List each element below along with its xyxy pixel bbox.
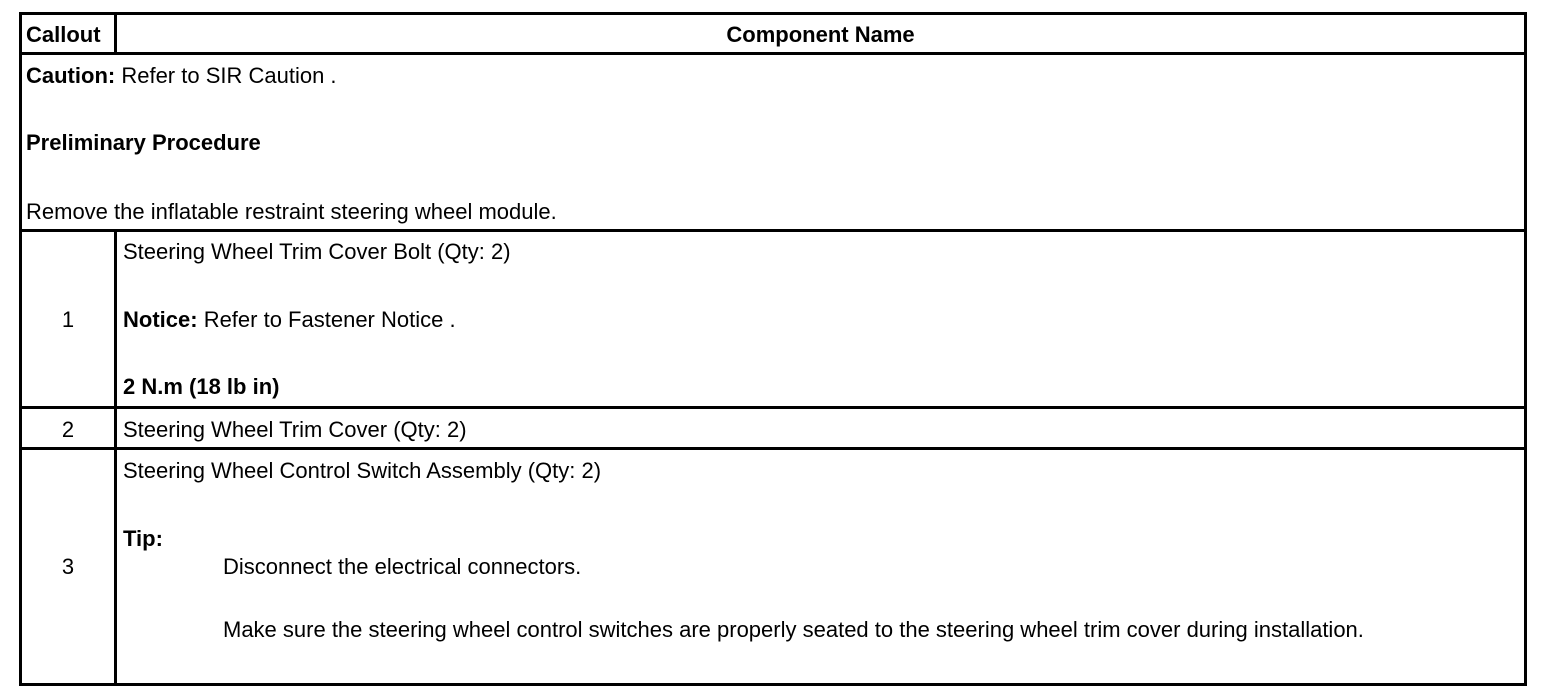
- tip-item: Disconnect the electrical connectors.: [223, 554, 582, 579]
- caution-text: Refer to SIR Caution .: [121, 63, 337, 88]
- caution-divider: [19, 229, 1527, 232]
- table-border-top: [19, 12, 1527, 15]
- procedure-table: [19, 12, 1527, 686]
- row-1-notice: [123, 307, 456, 333]
- table-border-right: [1524, 12, 1527, 686]
- callout-column-header: Callout: [26, 22, 101, 47]
- preliminary-step: Remove the inflatable restraint steering wheel module.: [26, 199, 557, 224]
- row-1-callout: 1: [61, 307, 75, 332]
- row-2-callout: 2: [61, 417, 75, 442]
- caution-label: Caution:: [26, 63, 116, 88]
- row-1-component: Steering Wheel Trim Cover Bolt (Qty: 2): [123, 239, 511, 264]
- header-divider: [19, 52, 1527, 55]
- row-1-torque: 2 N.m (18 lb in): [123, 374, 280, 399]
- notice-label: Notice:: [123, 307, 198, 332]
- caution-line: [26, 63, 337, 89]
- row-2-divider: [19, 447, 1527, 450]
- tip-label: Tip:: [123, 526, 163, 551]
- row-3-component: Steering Wheel Control Switch Assembly (Qty: 2): [123, 458, 602, 483]
- notice-text: Refer to Fastener Notice .: [203, 307, 456, 332]
- preliminary-procedure-heading: Preliminary Procedure: [26, 130, 261, 155]
- tip-item: Make sure the steering wheel control switches are properly seated to the steering wheel trim cover during installation.: [223, 617, 1364, 642]
- row-3-callout: 3: [61, 554, 75, 579]
- table-border-left: [19, 12, 22, 686]
- table-border-bottom: [19, 683, 1527, 686]
- column-divider-body: [114, 229, 117, 686]
- row-2-component: Steering Wheel Trim Cover (Qty: 2): [123, 417, 467, 442]
- component-column-header: Component Name: [726, 22, 915, 47]
- row-1-divider: [19, 406, 1527, 409]
